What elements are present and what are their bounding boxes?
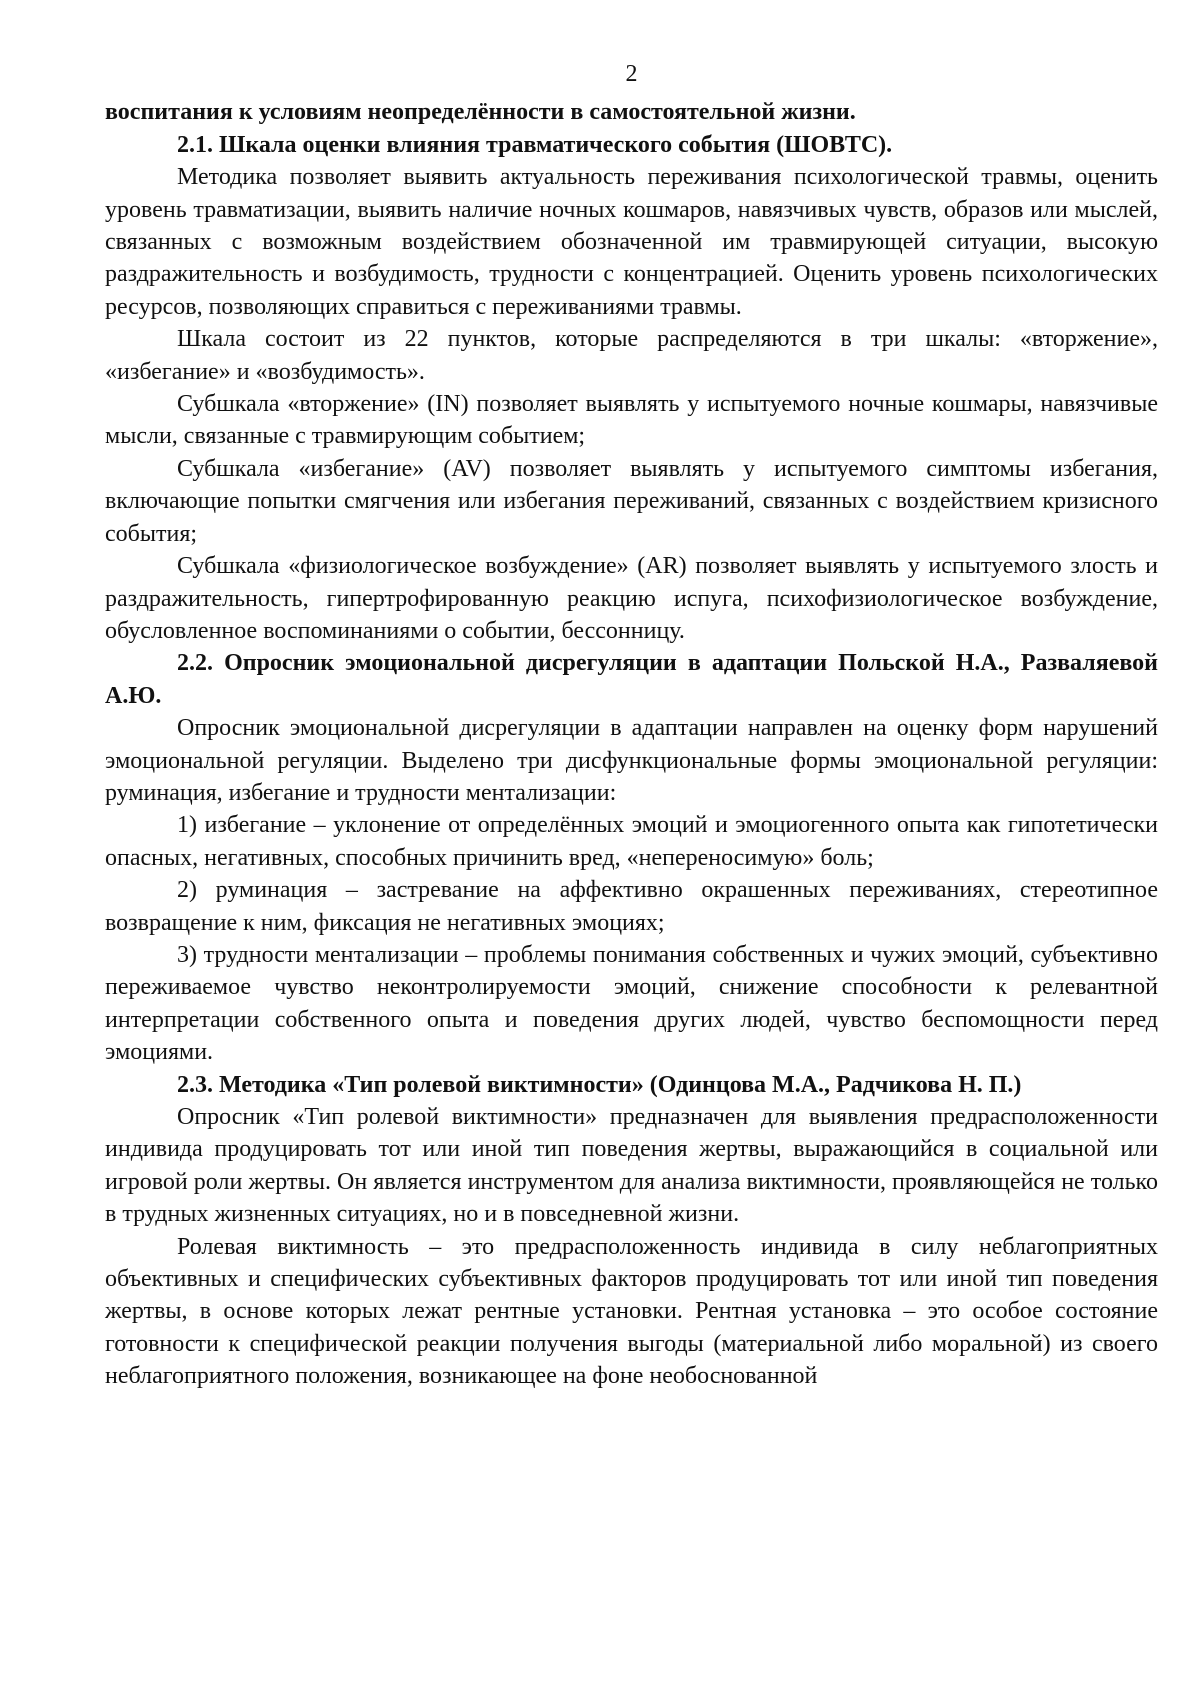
paragraph-subscale-intrusion: Субшкала «вторжение» (IN) позволяет выявлять у испытуемого ночные кошмары, навязчивые мысли, связанные с травмирующим событием; — [105, 391, 1158, 450]
section-heading-2-3: 2.3. Методика «Тип ролевой виктимности» (Одинцова М.А., Радчикова Н. П.) — [177, 1071, 1022, 1098]
paragraph-method-description: Методика позволяет выявить актуальность переживания психологической травмы, оценить уровень травматизации, выявить наличие ночных кошмаров, навязчивых чувств, образов или мыслей, связанных с возможным воздействием обозначенной им травмирующей ситуации, высокую раздражительность и возбудимость, трудности с концентрацией. Оценить уровень психологических ресурсов, позволяющих справиться с переживаниями травмы. — [105, 164, 1158, 320]
section-heading-2-1: 2.1. Шкала оценки влияния травматического события (ШОВТС). — [177, 131, 893, 158]
page-number: 2 — [625, 61, 638, 87]
paragraph-continuation: воспитания к условиям неопределённости в самостоятельной жизни. — [105, 99, 856, 126]
paragraph-questionnaire-description: Опросник эмоциональной дисрегуляции в адаптации направлен на оценку форм нарушений эмоциональной регуляции. Выделено три дисфункциональные формы эмоциональной регуляции: руминация, избегание и трудности ментализации: — [105, 715, 1158, 806]
document-page — [105, 58, 1158, 1393]
paragraph-victimhood-questionnaire: Опросник «Тип ролевой виктимности» предназначен для выявления предрасположенности индивида продуцировать тот или иной тип поведения жертвы, выражающийся в социальной или игровой роли жертвы. Он является инструментом для анализа виктимности, проявляющейся не только в трудных жизненных ситуациях, но и в повседневной жизни. — [105, 1104, 1158, 1228]
list-item-avoidance: 1) избегание – уклонение от определённых эмоций и эмоциогенного опыта как гипотетически опасных, негативных, способных причинить вред, «непереносимую» боль; — [105, 812, 1158, 871]
section-heading-2-2: 2.2. Опросник эмоциональной дисрегуляции в адаптации Польской Н.А., Разваляевой А.Ю. — [105, 650, 1158, 709]
list-item-rumination: 2) руминация – застревание на аффективно окрашенных переживаниях, стереотипное возвращение к ним, фиксация не негативных эмоциях; — [105, 877, 1158, 936]
paragraph-scale-structure: Шкала состоит из 22 пунктов, которые распределяются в три шкалы: «вторжение», «избегание» и «возбудимость». — [105, 326, 1158, 385]
paragraph-subscale-avoidance: Субшкала «избегание» (AV) позволяет выявлять у испытуемого симптомы избегания, включающие попытки смягчения или избегания переживаний, связанных с воздействием кризисного события; — [105, 455, 1158, 547]
paragraph-role-victimhood: Ролевая виктимность – это предрасположенность индивида в силу неблагоприятных объективных и специфических субъективных факторов продуцировать тот или иной тип поведения жертвы, в основе которых лежат рентные установки. Рентная установка – это особое состояние готовности к специфической реакции получения выгоды (материальной либо моральной) из своего неблагоприятного положения, возникающее на фоне необоснованной — [105, 1233, 1158, 1390]
paragraph-subscale-arousal: Субшкала «физиологическое возбуждение» (AR) позволяет выявлять у испытуемого злость и раздражительность, гипертрофированную реакцию испуга, психофизиологическое возбуждение, обусловленное воспоминаниями о событии, бессонницу. — [105, 553, 1158, 644]
list-item-mentalization: 3) трудности ментализации – проблемы понимания собственных и чужих эмоций, субъективно переживаемое чувство неконтролируемости эмоций, снижение способности к релевантной интерпретации собственного опыта и поведения других людей, чувство беспомощности перед эмоциями. — [105, 941, 1158, 1066]
